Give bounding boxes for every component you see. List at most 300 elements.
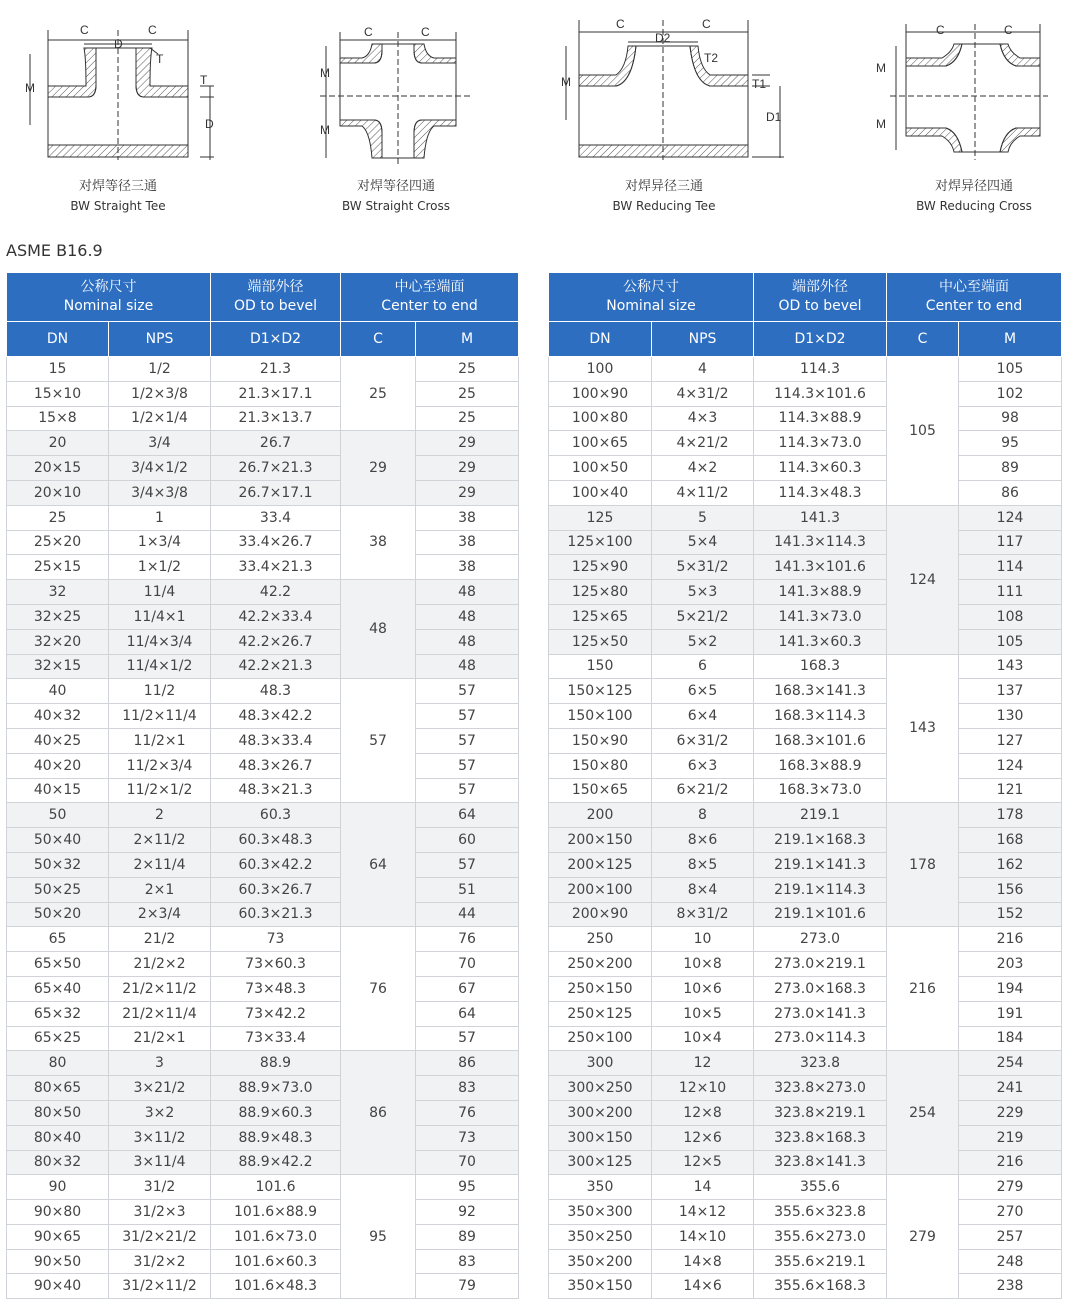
- dn-cell: 90×80: [7, 1200, 109, 1225]
- table-row: [7, 654, 519, 679]
- nps-cell: 11/4×1/2: [109, 654, 211, 679]
- od-cell: 273.0×168.3: [754, 976, 887, 1001]
- table-row: [7, 952, 519, 977]
- dn-cell: 125: [549, 505, 652, 530]
- dn-header: DN: [7, 322, 109, 357]
- table-row: [7, 480, 519, 505]
- table-row: [549, 357, 1062, 382]
- dn-cell: 350: [549, 1175, 652, 1200]
- table-row: [549, 852, 1062, 877]
- caption-cn: 对焊等径三通: [78, 179, 157, 194]
- nps-cell: 3×11/4: [109, 1150, 211, 1175]
- od-cell: 101.6×73.0: [211, 1224, 341, 1249]
- nps-cell: 11/2×3/4: [109, 753, 211, 778]
- dn-cell: 25×15: [7, 555, 109, 580]
- nps-cell: 1/2: [109, 357, 211, 382]
- dn-cell: 150: [549, 654, 652, 679]
- table-row: [7, 1175, 519, 1200]
- dn-cell: 200×100: [549, 877, 652, 902]
- m-cell: 57: [416, 1026, 519, 1051]
- od-cell: 168.3×88.9: [754, 753, 887, 778]
- dim-label: D2: [655, 31, 671, 45]
- od-cell: 42.2×21.3: [211, 654, 341, 679]
- m-cell: 29: [416, 431, 519, 456]
- nps-cell: 5×3: [652, 580, 754, 605]
- table-row: [549, 1125, 1062, 1150]
- od-header: 端部外径 OD to bevel: [211, 273, 341, 322]
- dn-cell: 250×125: [549, 1001, 652, 1026]
- dim-label: C: [80, 23, 89, 37]
- nominal-size-header: 公称尺寸 Nominal size: [549, 273, 754, 322]
- reducing-cross-drawing: [890, 24, 1048, 160]
- table-row: [549, 654, 1062, 679]
- table-row: [7, 406, 519, 431]
- c-cell: 57: [341, 679, 416, 803]
- od-cell: 42.2×26.7: [211, 629, 341, 654]
- m-cell: 79: [416, 1274, 519, 1299]
- c-cell: 105: [887, 357, 959, 506]
- nps-cell: 1/2×1/4: [109, 406, 211, 431]
- c-cell: 216: [887, 927, 959, 1051]
- nps-cell: 21/2×11/2: [109, 976, 211, 1001]
- dn-cell: 125×100: [549, 530, 652, 555]
- table-row: [549, 1051, 1062, 1076]
- c-cell: 25: [341, 357, 416, 431]
- m-cell: 114: [959, 555, 1062, 580]
- dimension-table-right: [548, 272, 1062, 1299]
- dn-cell: 200×90: [549, 902, 652, 927]
- straight-cross-drawing: [320, 32, 470, 165]
- nps-cell: 6×21/2: [652, 778, 754, 803]
- nps-cell: 21/2: [109, 927, 211, 952]
- m-cell: 216: [959, 1150, 1062, 1175]
- od-cell: 219.1: [754, 803, 887, 828]
- dn-cell: 80: [7, 1051, 109, 1076]
- m-cell: 219: [959, 1125, 1062, 1150]
- od-cell: 88.9×73.0: [211, 1076, 341, 1101]
- table-row: [549, 976, 1062, 1001]
- m-cell: 238: [959, 1274, 1062, 1299]
- nps-cell: 6×5: [652, 679, 754, 704]
- table-row: [549, 1249, 1062, 1274]
- dn-cell: 250: [549, 927, 652, 952]
- m-cell: 143: [959, 654, 1062, 679]
- od-cell: 219.1×114.3: [754, 877, 887, 902]
- nps-cell: 6: [652, 654, 754, 679]
- nps-cell: 2: [109, 803, 211, 828]
- nps-cell: 8×31/2: [652, 902, 754, 927]
- center-to-end-header: 中心至端面 Center to end: [887, 273, 1062, 322]
- table-row: [7, 1224, 519, 1249]
- dn-cell: 300: [549, 1051, 652, 1076]
- od-cell: 60.3×26.7: [211, 877, 341, 902]
- od-cell: 355.6×323.8: [754, 1200, 887, 1225]
- od-cell: 88.9×60.3: [211, 1100, 341, 1125]
- od-cell: 26.7×17.1: [211, 480, 341, 505]
- dn-cell: 40×25: [7, 728, 109, 753]
- dn-cell: 250×200: [549, 952, 652, 977]
- dim-label: M: [320, 66, 330, 80]
- od-cell: 33.4×26.7: [211, 530, 341, 555]
- dn-cell: 32×25: [7, 604, 109, 629]
- od-cell: 219.1×141.3: [754, 852, 887, 877]
- table-row: [7, 505, 519, 530]
- dn-cell: 80×40: [7, 1125, 109, 1150]
- caption-en: BW Reducing Tee: [612, 199, 716, 213]
- dn-cell: 32: [7, 580, 109, 605]
- dn-cell: 90×65: [7, 1224, 109, 1249]
- nps-cell: 10×8: [652, 952, 754, 977]
- dim-label: M: [25, 81, 35, 95]
- od-cell: 273.0×114.3: [754, 1026, 887, 1051]
- m-cell: 57: [416, 778, 519, 803]
- dn-cell: 90: [7, 1175, 109, 1200]
- od-cell: 73×60.3: [211, 952, 341, 977]
- nominal-size-header: 公称尺寸 Nominal size: [7, 273, 211, 322]
- m-cell: 57: [416, 728, 519, 753]
- dn-cell: 200: [549, 803, 652, 828]
- nps-cell: 31/2×21/2: [109, 1224, 211, 1249]
- nps-cell: 12×10: [652, 1076, 754, 1101]
- nps-cell: 8×6: [652, 828, 754, 853]
- dn-cell: 40×32: [7, 704, 109, 729]
- od-cell: 273.0×141.3: [754, 1001, 887, 1026]
- dn-cell: 65×40: [7, 976, 109, 1001]
- table-row: [7, 1051, 519, 1076]
- table-row: [7, 704, 519, 729]
- dn-cell: 80×65: [7, 1076, 109, 1101]
- nps-cell: 5×2: [652, 629, 754, 654]
- m-cell: 25: [416, 381, 519, 406]
- nps-cell: 4×11/2: [652, 480, 754, 505]
- dn-cell: 125×50: [549, 629, 652, 654]
- reducing-cross-caption: [864, 177, 1066, 215]
- table-row: [7, 1026, 519, 1051]
- dim-label: M: [561, 75, 571, 89]
- nps-cell: 4×3: [652, 406, 754, 431]
- dn-cell: 65×25: [7, 1026, 109, 1051]
- m-cell: 76: [416, 1100, 519, 1125]
- od-cell: 21.3×17.1: [211, 381, 341, 406]
- dn-cell: 100×80: [549, 406, 652, 431]
- od-cell: 88.9: [211, 1051, 341, 1076]
- table-row: [549, 753, 1062, 778]
- dn-cell: 65: [7, 927, 109, 952]
- m-cell: 48: [416, 604, 519, 629]
- dn-cell: 20×10: [7, 480, 109, 505]
- table-row: [549, 604, 1062, 629]
- m-cell: 111: [959, 580, 1062, 605]
- m-cell: 57: [416, 852, 519, 877]
- od-cell: 73×33.4: [211, 1026, 341, 1051]
- table-row: [549, 456, 1062, 481]
- table-row: [7, 1076, 519, 1101]
- m-cell: 95: [416, 1175, 519, 1200]
- dn-cell: 100×50: [549, 456, 652, 481]
- dn-cell: 150×90: [549, 728, 652, 753]
- table-row: [549, 480, 1062, 505]
- nps-cell: 31/2×11/2: [109, 1274, 211, 1299]
- m-cell: 124: [959, 753, 1062, 778]
- m-cell: 254: [959, 1051, 1062, 1076]
- m-cell: 248: [959, 1249, 1062, 1274]
- od-cell: 48.3×21.3: [211, 778, 341, 803]
- nps-cell: 3×2: [109, 1100, 211, 1125]
- m-cell: 98: [959, 406, 1062, 431]
- table-row: [549, 728, 1062, 753]
- nps-cell: 3/4×3/8: [109, 480, 211, 505]
- dn-cell: 150×100: [549, 704, 652, 729]
- dim-label: D1: [766, 110, 782, 124]
- m-cell: 51: [416, 877, 519, 902]
- m-cell: 57: [416, 679, 519, 704]
- dn-cell: 40: [7, 679, 109, 704]
- dn-cell: 32×15: [7, 654, 109, 679]
- dn-cell: 65×32: [7, 1001, 109, 1026]
- m-cell: 86: [416, 1051, 519, 1076]
- m-cell: 60: [416, 828, 519, 853]
- nps-cell: 4: [652, 357, 754, 382]
- table-row: [7, 1100, 519, 1125]
- nps-cell: 10: [652, 927, 754, 952]
- m-cell: 102: [959, 381, 1062, 406]
- dim-label: C: [364, 25, 373, 39]
- m-cell: 38: [416, 530, 519, 555]
- dn-cell: 125×65: [549, 604, 652, 629]
- nps-cell: 21/2×2: [109, 952, 211, 977]
- nps-cell: 11/2×1: [109, 728, 211, 753]
- m-cell: 194: [959, 976, 1062, 1001]
- m-cell: 162: [959, 852, 1062, 877]
- dn-cell: 40×20: [7, 753, 109, 778]
- od-cell: 48.3×33.4: [211, 728, 341, 753]
- od-cell: 141.3: [754, 505, 887, 530]
- dn-cell: 125×90: [549, 555, 652, 580]
- table-row: [549, 1175, 1062, 1200]
- m-cell: 95: [959, 431, 1062, 456]
- dn-cell: 80×50: [7, 1100, 109, 1125]
- m-cell: 38: [416, 555, 519, 580]
- dn-cell: 32×20: [7, 629, 109, 654]
- nps-cell: 21/2×1: [109, 1026, 211, 1051]
- m-cell: 25: [416, 357, 519, 382]
- straight-tee-caption: [8, 177, 228, 215]
- m-cell: 86: [959, 480, 1062, 505]
- dn-cell: 300×150: [549, 1125, 652, 1150]
- od-cell: 73×48.3: [211, 976, 341, 1001]
- dim-label: C: [702, 17, 711, 31]
- m-cell: 44: [416, 902, 519, 927]
- caption-en: BW Reducing Cross: [916, 199, 1032, 213]
- nps-cell: 5×4: [652, 530, 754, 555]
- dn-cell: 100×90: [549, 381, 652, 406]
- nps-cell: 4×21/2: [652, 431, 754, 456]
- table-row: [7, 927, 519, 952]
- nps-cell: 1: [109, 505, 211, 530]
- dim-label: T1: [752, 77, 767, 91]
- dn-cell: 50×20: [7, 902, 109, 927]
- nps-cell: 14×8: [652, 1249, 754, 1274]
- dn-cell: 250×150: [549, 976, 652, 1001]
- od-cell: 21.3×13.7: [211, 406, 341, 431]
- dn-cell: 100×40: [549, 480, 652, 505]
- od-cell: 48.3×42.2: [211, 704, 341, 729]
- nps-cell: 12: [652, 1051, 754, 1076]
- nps-cell: 14×10: [652, 1224, 754, 1249]
- dn-cell: 50×25: [7, 877, 109, 902]
- table-row: [7, 431, 519, 456]
- nps-cell: 4×31/2: [652, 381, 754, 406]
- nps-cell: 5: [652, 505, 754, 530]
- standard-title: ASME B16.9: [6, 241, 103, 260]
- m-header: M: [416, 322, 519, 357]
- od-cell: 88.9×48.3: [211, 1125, 341, 1150]
- m-cell: 70: [416, 1150, 519, 1175]
- dn-cell: 40×15: [7, 778, 109, 803]
- m-cell: 29: [416, 456, 519, 481]
- od-cell: 114.3×101.6: [754, 381, 887, 406]
- c-cell: 76: [341, 927, 416, 1051]
- table-row: [7, 1150, 519, 1175]
- table-row: [7, 877, 519, 902]
- dn-cell: 15: [7, 357, 109, 382]
- nps-cell: 12×5: [652, 1150, 754, 1175]
- table-row: [7, 357, 519, 382]
- nps-cell: 8×4: [652, 877, 754, 902]
- dn-cell: 200×150: [549, 828, 652, 853]
- caption-cn: 对焊异径四通: [934, 179, 1013, 194]
- od-cell: 355.6: [754, 1175, 887, 1200]
- table-row: [549, 952, 1062, 977]
- nps-cell: 6×31/2: [652, 728, 754, 753]
- dn-cell: 100: [549, 357, 652, 382]
- nps-cell: 10×6: [652, 976, 754, 1001]
- nps-cell: 14×6: [652, 1274, 754, 1299]
- table-row: [7, 902, 519, 927]
- nps-cell: 3/4: [109, 431, 211, 456]
- m-cell: 279: [959, 1175, 1062, 1200]
- m-cell: 25: [416, 406, 519, 431]
- dn-cell: 150×125: [549, 679, 652, 704]
- dn-cell: 150×65: [549, 778, 652, 803]
- table-row: [549, 1001, 1062, 1026]
- od-cell: 60.3×48.3: [211, 828, 341, 853]
- od-cell: 60.3: [211, 803, 341, 828]
- dn-cell: 350×200: [549, 1249, 652, 1274]
- table-row: [7, 1274, 519, 1299]
- od-cell: 88.9×42.2: [211, 1150, 341, 1175]
- m-cell: 38: [416, 505, 519, 530]
- dn-cell: 250×100: [549, 1026, 652, 1051]
- table-row: [7, 604, 519, 629]
- table-row: [549, 1076, 1062, 1101]
- dn-cell: 90×40: [7, 1274, 109, 1299]
- od-cell: 101.6×48.3: [211, 1274, 341, 1299]
- m-cell: 257: [959, 1224, 1062, 1249]
- table-row: [7, 753, 519, 778]
- table-row: [549, 580, 1062, 605]
- table-row: [549, 406, 1062, 431]
- od-cell: 141.3×73.0: [754, 604, 887, 629]
- m-cell: 229: [959, 1100, 1062, 1125]
- dn-cell: 150×80: [549, 753, 652, 778]
- table-row: [7, 1125, 519, 1150]
- reducing-tee-caption: [554, 177, 774, 215]
- m-cell: 83: [416, 1249, 519, 1274]
- nps-cell: 11/4×1: [109, 604, 211, 629]
- m-cell: 178: [959, 803, 1062, 828]
- od-cell: 60.3×42.2: [211, 852, 341, 877]
- od-cell: 323.8×141.3: [754, 1150, 887, 1175]
- c-cell: 38: [341, 505, 416, 579]
- od-cell: 219.1×101.6: [754, 902, 887, 927]
- table-row: [7, 629, 519, 654]
- dim-label: M: [320, 123, 330, 137]
- table-row: [549, 803, 1062, 828]
- c-cell: 95: [341, 1175, 416, 1299]
- od-cell: 33.4: [211, 505, 341, 530]
- table-row: [549, 1274, 1062, 1299]
- m-cell: 124: [959, 505, 1062, 530]
- m-cell: 270: [959, 1200, 1062, 1225]
- dn-cell: 350×150: [549, 1274, 652, 1299]
- nps-cell: 1×1/2: [109, 555, 211, 580]
- od-cell: 168.3×114.3: [754, 704, 887, 729]
- nps-cell: 31/2×3: [109, 1200, 211, 1225]
- nps-cell: 6×3: [652, 753, 754, 778]
- dn-cell: 80×32: [7, 1150, 109, 1175]
- m-cell: 203: [959, 952, 1062, 977]
- dim-label: M: [876, 61, 886, 75]
- od-header: 端部外径 OD to bevel: [754, 273, 887, 322]
- nps-cell: 14×12: [652, 1200, 754, 1225]
- dim-label: D: [114, 37, 123, 51]
- dn-cell: 200×125: [549, 852, 652, 877]
- nps-cell: 10×4: [652, 1026, 754, 1051]
- m-cell: 89: [416, 1224, 519, 1249]
- dn-cell: 50: [7, 803, 109, 828]
- od-cell: 114.3×88.9: [754, 406, 887, 431]
- dim-label: T2: [704, 51, 719, 65]
- table-row: [7, 803, 519, 828]
- table-row: [7, 778, 519, 803]
- table-row: [7, 1249, 519, 1274]
- dn-cell: 50×32: [7, 852, 109, 877]
- od-cell: 101.6×60.3: [211, 1249, 341, 1274]
- table-row: [549, 381, 1062, 406]
- nps-cell: 1×3/4: [109, 530, 211, 555]
- dn-cell: 300×250: [549, 1076, 652, 1101]
- od-cell: 26.7×21.3: [211, 456, 341, 481]
- table-row: [549, 555, 1062, 580]
- m-cell: 216: [959, 927, 1062, 952]
- dimension-table-left: [6, 272, 519, 1299]
- table-row: [549, 1224, 1062, 1249]
- c-cell: 86: [341, 1051, 416, 1175]
- od-cell: 141.3×88.9: [754, 580, 887, 605]
- table-row: [7, 530, 519, 555]
- od-cell: 114.3×73.0: [754, 431, 887, 456]
- dim-label: T: [156, 52, 164, 66]
- m-cell: 67: [416, 976, 519, 1001]
- nps-cell: 2×11/4: [109, 852, 211, 877]
- straight-cross-caption: [286, 177, 506, 215]
- nps-cell: 3: [109, 1051, 211, 1076]
- table-row: [7, 456, 519, 481]
- m-cell: 92: [416, 1200, 519, 1225]
- od-cell: 168.3: [754, 654, 887, 679]
- center-to-end-header: 中心至端面 Center to end: [341, 273, 519, 322]
